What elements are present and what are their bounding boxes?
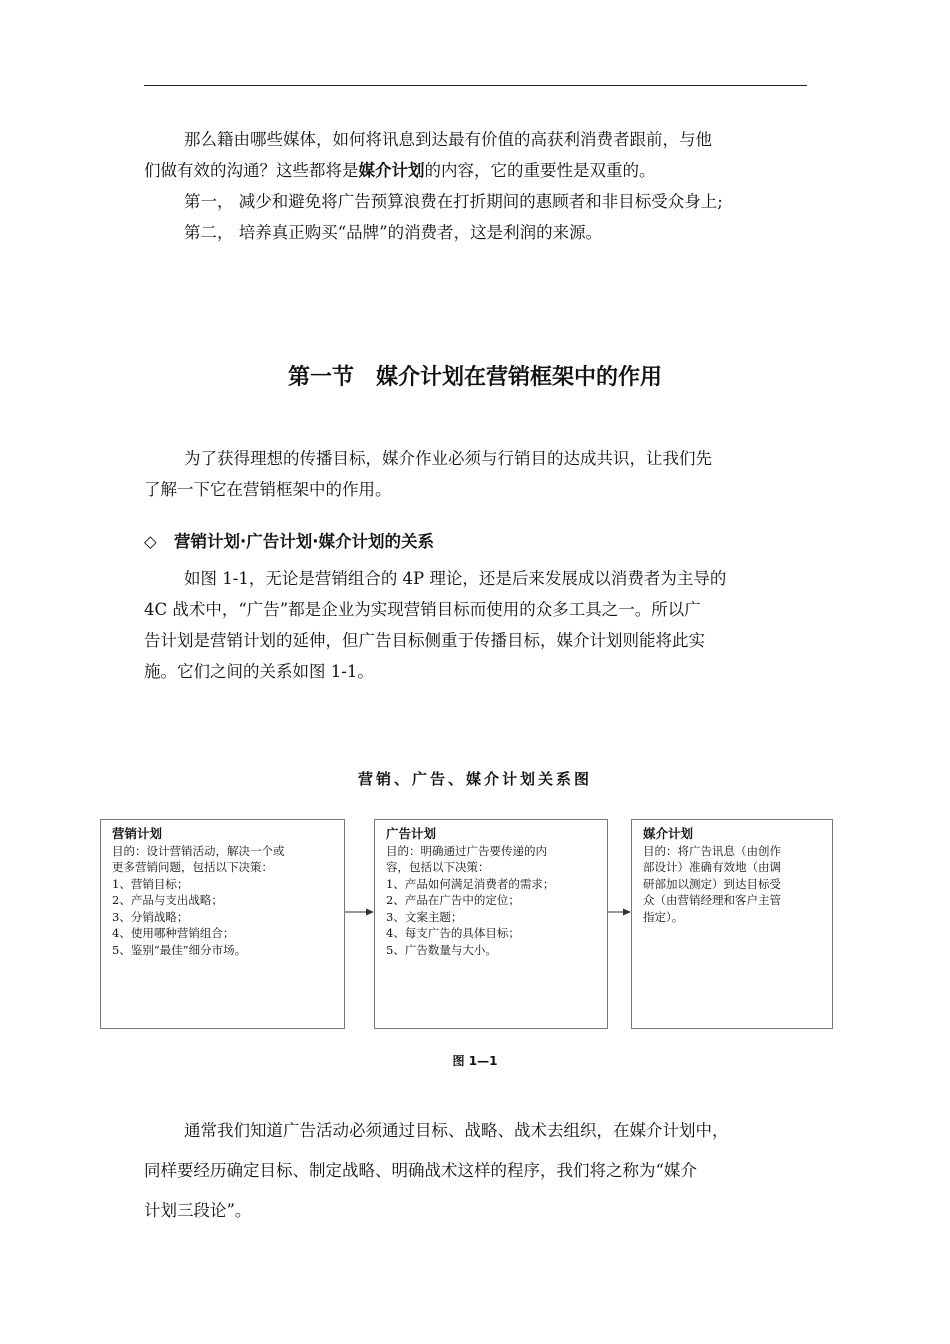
closing-line-2: 同样要经历确定目标、制定战略、明确战术这样的程序，我们将之称为“媒介 — [144, 1161, 697, 1180]
closing-line-3: 计划三段论”。 — [144, 1201, 252, 1220]
box-line: 3、文案主题； — [386, 909, 463, 924]
intro-line-2-end: 的内容，它的重要性是双重的。 — [424, 161, 656, 180]
box-line: 5、鉴别“最佳”细分市场。 — [112, 942, 247, 957]
body-line-3: 告计划是营销计划的延伸，但广告目标侧重于传播目标，媒介计划则能将此实 — [144, 631, 705, 650]
body-line-4: 施。它们之间的关系如图 1-1。 — [144, 662, 374, 681]
box-line: 众（由营销经理和客户主管 — [643, 893, 781, 907]
figure-title: 营销、广告、媒介计划关系图 — [357, 770, 592, 788]
box-line: 1、产品如何满足消费者的需求； — [386, 876, 555, 891]
marketing-plan-title: 营销计划 — [112, 826, 163, 841]
intro-point-2: 第二， 培养真正购买“品牌”的消费者，这是利润的来源。 — [184, 223, 603, 242]
section-intro-line-1: 为了获得理想的传播目标，媒介作业必须与行销目的达成共识，让我们先 — [184, 449, 712, 468]
box-line: 2、产品在广告中的定位； — [386, 893, 520, 907]
box-line: 4、使用哪种营销组合； — [112, 926, 235, 940]
box-line: 指定）。 — [643, 909, 684, 924]
body-line-2: 4C 战术中，“广告”都是企业为实现营销目标而使用的众多工具之一。所以广 — [144, 600, 701, 619]
body-line-1: 如图 1-1，无论是营销组合的 4P 理论，还是后来发展成以消费者为主导的 — [184, 569, 727, 588]
box-line: 研部加以测定）到达目标受 — [643, 876, 781, 891]
box-line: 容，包括以下决策： — [386, 860, 490, 874]
box-line: 更多营销问题，包括以下决策： — [112, 860, 273, 874]
box-line: 目的：设计营销活动，解决一个或 — [112, 843, 285, 858]
box-line: 1、营销目标； — [112, 876, 189, 891]
closing-line-1: 通常我们知道广告活动必须通过目标、战略、战术去组织，在媒介计划中， — [184, 1121, 729, 1140]
box-line: 2、产品与支出战略； — [112, 893, 223, 907]
section-intro-line-2: 了解一下它在营销框架中的作用。 — [144, 480, 392, 499]
box-line: 部设计）准确有效地（由调 — [643, 860, 781, 874]
diamond-bullet-icon: ◇ — [144, 532, 157, 551]
section-title: 第一节 媒介计划在营销框架中的作用 — [287, 365, 662, 390]
box-line: 4、每支广告的具体目标； — [386, 926, 520, 940]
intro-point-1: 第一， 减少和避免将广告预算浪费在打折期间的惠顾者和非目标受众身上; — [184, 192, 723, 211]
intro-line-1: 那么籍由哪些媒体，如何将讯息到达最有价值的高获利消费者跟前，与他 — [184, 130, 712, 149]
intro-line-2-start: 们做有效的沟通？这些都将是 — [144, 161, 359, 180]
media-plan-term: 媒介计划 — [358, 161, 425, 180]
box-line: 5、广告数量与大小。 — [386, 942, 497, 957]
arrow-head-icon — [623, 909, 631, 916]
advertising-plan-title: 广告计划 — [386, 826, 437, 841]
box-line: 目的：将广告讯息（由创作 — [643, 843, 781, 858]
subheading-text: 营销计划·广告计划·媒介计划的关系 — [174, 532, 435, 551]
box-line: 3、分销战略； — [112, 909, 189, 924]
box-line: 目的：明确通过广告要传递的内 — [386, 843, 547, 858]
arrow-head-icon — [366, 909, 374, 916]
media-plan-title: 媒介计划 — [643, 826, 694, 841]
closing-paragraph — [144, 1115, 808, 1226]
figure-caption: 图 1—1 — [452, 1054, 498, 1068]
